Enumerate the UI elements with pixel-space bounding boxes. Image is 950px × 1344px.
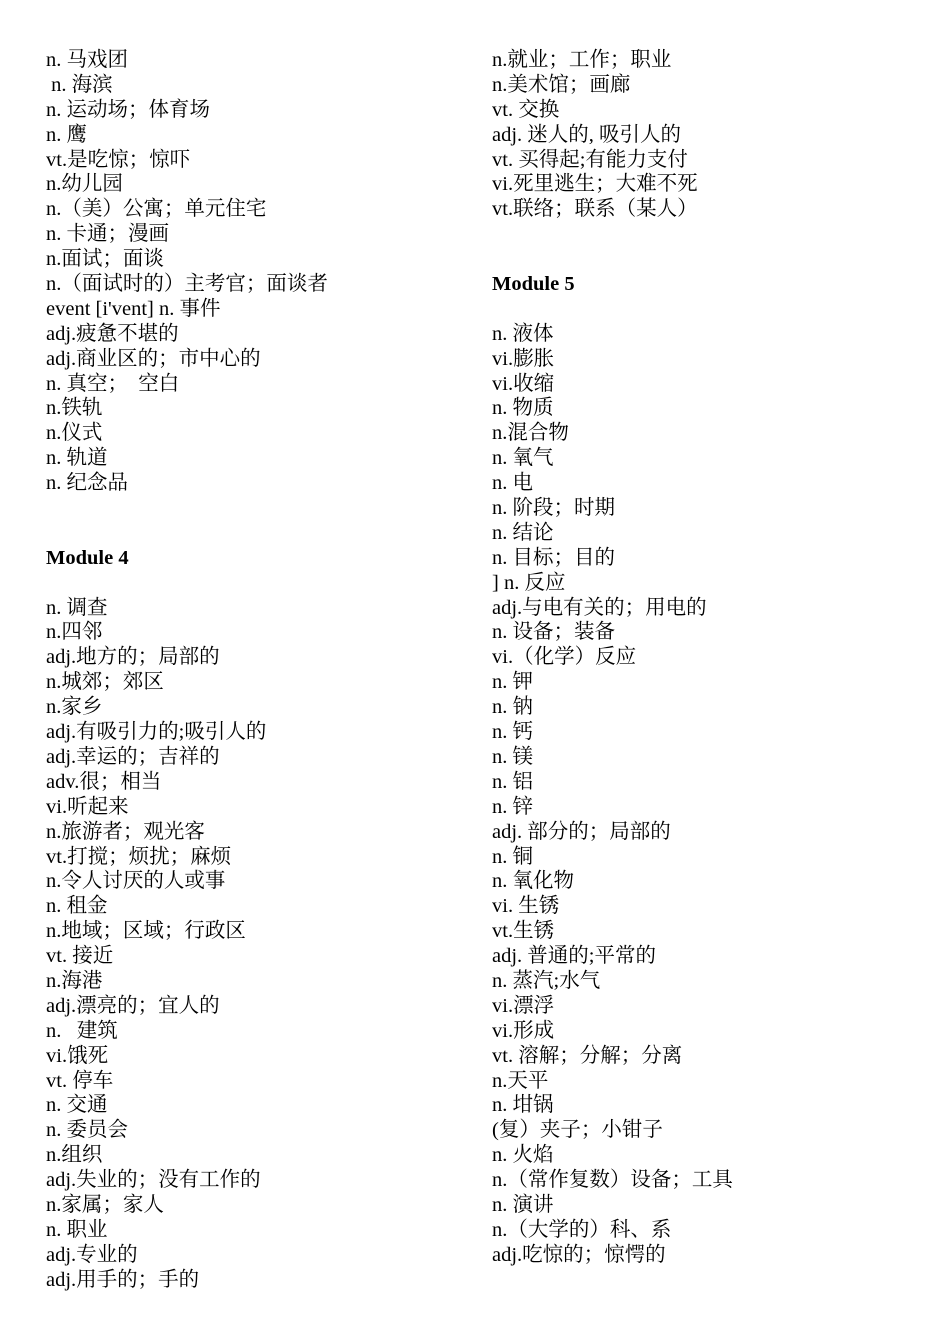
vocab-entry: n. 调查: [46, 596, 108, 619]
vocab-entry: n. 镁: [492, 745, 533, 768]
vocab-entry: vt. 接近: [46, 945, 114, 968]
vocab-entry: adj.专业的: [46, 1243, 138, 1266]
module4-vocab-list-continued: [492, 48, 932, 222]
vocab-entry: vi.收缩: [492, 372, 555, 395]
vocab-entry: adj.地方的；局部的: [46, 646, 220, 669]
vocab-entry: n.组织: [46, 1144, 103, 1167]
right-column: [492, 48, 932, 1268]
spacer: [492, 222, 932, 247]
vocab-entry: n. 目标；目的: [492, 546, 615, 569]
vocab-entry: adv.很；相当: [46, 770, 162, 793]
vocab-entry: n. 钾: [492, 671, 533, 694]
vocab-entry: n.美术馆；画廊: [492, 73, 631, 96]
spacer: [46, 571, 466, 596]
vocab-entry: adj.有吸引力的;吸引人的: [46, 721, 267, 744]
vocab-entry: vt.打搅；烦扰；麻烦: [46, 845, 232, 868]
vocab-entry: n. 马戏团: [46, 49, 128, 71]
module4-heading: Module 4: [46, 546, 129, 569]
vocab-entry: n. 演讲: [492, 1193, 554, 1216]
vocab-entry: n.天平: [492, 1069, 549, 1092]
vocab-entry: n.令人讨厌的人或事: [46, 870, 226, 893]
vocab-entry: ] n. 反应: [492, 571, 566, 594]
vocab-entry: vt. 停车: [46, 1069, 114, 1092]
vocab-entry: n.地域；区域；行政区: [46, 920, 246, 943]
vocab-entry: n. 氧化物: [492, 870, 574, 893]
vocab-entry: n. 纪念品: [46, 472, 128, 495]
vocab-entry: n. 租金: [46, 895, 108, 918]
vocab-entry: event [i'vent] n. 事件: [46, 297, 221, 320]
vocab-entry: adj. 普通的;平常的: [492, 945, 656, 968]
vocab-entry: adj.用手的；手的: [46, 1268, 200, 1291]
vocab-entry: n.（美）公寓；单元住宅: [46, 198, 267, 221]
vocab-entry: vt.联络；联系（某人）: [492, 198, 698, 221]
vocab-entry: n.家属；家人: [46, 1193, 164, 1216]
vocab-entry: vi.听起来: [46, 795, 129, 818]
vocab-entry: adj.漂亮的；宜人的: [46, 994, 220, 1017]
vocab-entry: n.就业；工作；职业: [492, 49, 672, 71]
vocab-entry: vi.形成: [492, 1019, 555, 1042]
vocab-entry: n.幼儿园: [46, 173, 123, 196]
vocab-entry: n. 委员会: [46, 1119, 128, 1142]
vocab-entry: n. 海滨: [46, 73, 113, 96]
vocab-entry: n. 钠: [492, 696, 533, 719]
vocab-entry: vt.生锈: [492, 920, 555, 943]
vocab-entry: n. 电: [492, 472, 533, 495]
vocab-entry: n. 铜: [492, 845, 533, 868]
vocab-entry: n.面试；面谈: [46, 248, 164, 271]
spacer: [46, 521, 466, 546]
vocab-entry: n.（常作复数）设备；工具: [492, 1169, 733, 1192]
module5-vocab-list: [492, 322, 932, 1268]
module4-vocab-list: [46, 596, 466, 1293]
vocab-entry: n. 真空； 空白: [46, 372, 180, 395]
vocab-entry: vi.膨胀: [492, 347, 555, 370]
vocab-entry: n. 交通: [46, 1094, 108, 1117]
vocab-entry: n. 锌: [492, 795, 533, 818]
vocab-entry: n.混合物: [492, 422, 569, 445]
vocab-entry: n. 轨道: [46, 447, 108, 470]
vocab-entry: vi.死里逃生；大难不死: [492, 173, 698, 196]
vocab-entry: n.旅游者；观光客: [46, 820, 205, 843]
vocab-entry: vi. 生锈: [492, 895, 560, 918]
vocab-entry: n. 铝: [492, 770, 533, 793]
vocab-entry: n. 运动场；体育场: [46, 98, 210, 121]
vocab-entry: vi.（化学）反应: [492, 646, 637, 669]
vocab-entry: vt. 交换: [492, 98, 560, 121]
vocab-entry: n. 设备；装备: [492, 621, 615, 644]
vocab-entry: n.（大学的）科、系: [492, 1218, 672, 1241]
vocab-entry: n. 阶段；时期: [492, 497, 615, 520]
vocab-entry: n. 卡通；漫画: [46, 223, 169, 246]
vocab-entry: n.家乡: [46, 696, 103, 719]
vocab-entry: n. 结论: [492, 521, 554, 544]
vocab-entry: adj.疲惫不堪的: [46, 322, 179, 345]
vocab-entry: n.仪式: [46, 422, 103, 445]
vocab-entry: adj.商业区的；市中心的: [46, 347, 261, 370]
spacer: [492, 297, 932, 322]
vocab-entry: n.（面试时的）主考官；面谈者: [46, 273, 328, 296]
vocab-entry: n.铁轨: [46, 397, 103, 420]
vocab-entry: n. 物质: [492, 397, 554, 420]
vocab-entry: adj.幸运的；吉祥的: [46, 745, 220, 768]
left-column: [46, 48, 466, 1293]
spacer: [492, 247, 932, 272]
vocab-entry: adj. 迷人的, 吸引人的: [492, 123, 682, 146]
vocab-entry: n.四邻: [46, 621, 103, 644]
vocab-entry: n. 鹰: [46, 123, 87, 146]
vocab-entry: n. 氧气: [492, 447, 554, 470]
vocab-entry: n.城郊；郊区: [46, 671, 164, 694]
vocab-entry: n. 钙: [492, 721, 533, 744]
vocab-entry: adj. 部分的；局部的: [492, 820, 671, 843]
vocab-entry: adj.吃惊的；惊愕的: [492, 1243, 666, 1266]
vocab-entry: n. 火焰: [492, 1144, 554, 1167]
vocab-entry: (复）夹子；小钳子: [492, 1119, 663, 1142]
vocab-entry: n. 建筑: [46, 1019, 118, 1042]
vocab-entry: vi.饿死: [46, 1044, 109, 1067]
vocab-entry: vt. 溶解；分解；分离: [492, 1044, 683, 1067]
vocab-entry: adj.失业的；没有工作的: [46, 1169, 261, 1192]
vocab-entry: vi.漂浮: [492, 994, 555, 1017]
module3-vocab-list: [46, 48, 466, 496]
vocab-entry: n. 职业: [46, 1218, 108, 1241]
spacer: [46, 496, 466, 521]
vocab-entry: vt.是吃惊；惊吓: [46, 148, 191, 171]
vocab-entry: n. 蒸汽;水气: [492, 969, 601, 992]
vocab-entry: n. 坩锅: [492, 1094, 554, 1117]
vocab-entry: adj.与电有关的；用电的: [492, 596, 707, 619]
module5-heading: Module 5: [492, 273, 575, 296]
vocab-entry: n. 液体: [492, 322, 554, 345]
vocab-entry: n.海港: [46, 969, 103, 992]
vocab-entry: vt. 买得起;有能力支付: [492, 148, 688, 171]
